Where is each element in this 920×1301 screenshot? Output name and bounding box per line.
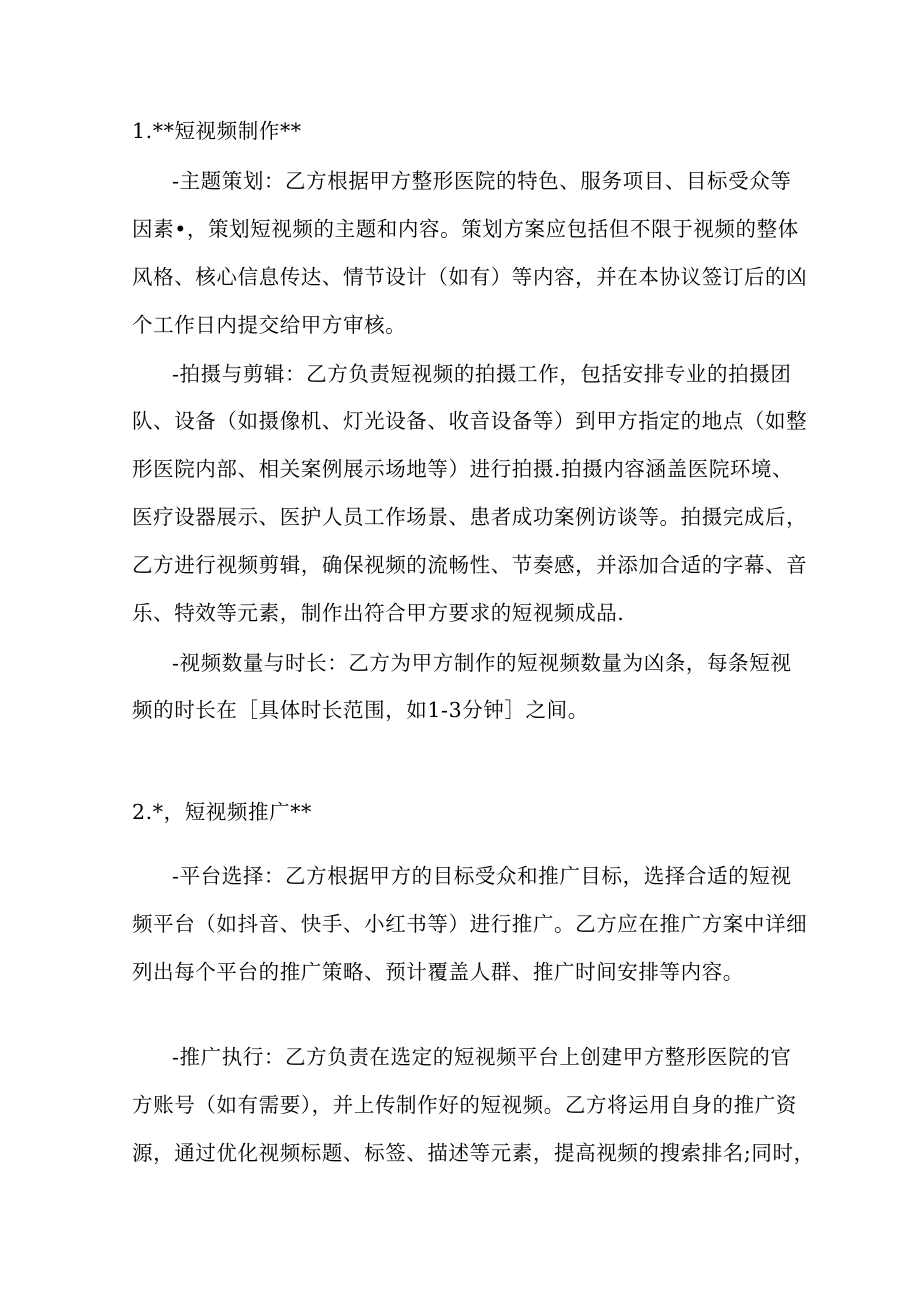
section-2-heading: 2.*，短视频推广** [132, 800, 312, 824]
paragraph-1-line-2: 因素•，策划短视频的主题和内容。策划方案应包括但不限于视频的整体 [132, 217, 799, 241]
paragraph-3-line-2: 频的时长在［具体时长范围，如1-3分钟］之间。 [132, 698, 589, 722]
paragraph-5-line-2: 方账号（如有需要），并上传制作好的短视频。乙方将运用自身的推广资 [132, 1093, 797, 1117]
paragraph-1-line-1: -主题策划：乙方根据甲方整形医院的特色、服务项目、目标受众等 [172, 169, 792, 193]
paragraph-2-line-3: 形医院内部、相关案例展示场地等）进行拍摄.拍摄内容涵盖医院环境、 [132, 457, 794, 481]
paragraph-2-line-6: 乐、特效等元素，制作出符合甲方要求的短视频成品. [132, 601, 625, 625]
paragraph-2-line-5: 乙方进行视频剪辑，确保视频的流畅性、节奏感，并添加合适的字幕、音 [132, 553, 808, 577]
paragraph-1-line-3: 风格、核心信息传达、情节设计（如有）等内容，并在本协议签订后的凶 [132, 265, 808, 289]
section-1-heading: 1.**短视频制作** [132, 119, 302, 143]
paragraph-5-line-3: 源，通过优化视频标题、标签、描述等元素，提高视频的搜索排名;同时， [132, 1141, 815, 1165]
paragraph-4-line-3: 列出每个平台的推广策略、预计覆盖人群、推广时间安排等内容。 [132, 960, 744, 984]
paragraph-5-line-1: -推广执行：乙方负责在选定的短视频平台上创建甲方整形医院的官 [172, 1045, 792, 1069]
paragraph-3-line-1: -视频数量与时长：乙方为甲方制作的短视频数量为凶条，每条短视 [172, 651, 792, 675]
paragraph-2-line-2: 队、设备（如摄像机、灯光设备、收音设备等）到甲方指定的地点（如整 [132, 409, 808, 433]
paragraph-4-line-2: 频平台（如抖音、快手、小红书等）进行推广。乙方应在推广方案中详细 [132, 912, 808, 936]
paragraph-1-line-4: 个工作日内提交给甲方审核。 [132, 313, 407, 337]
paragraph-4-line-1: -平台选择：乙方根据甲方的目标受众和推广目标，选择合适的短视 [172, 864, 792, 888]
paragraph-2-line-4: 医疗设器展示、医护人员工作场景、患者成功案例访谈等。拍摄完成后， [132, 505, 808, 529]
paragraph-2-line-1: -拍摄与剪辑：乙方负责短视频的拍摄工作，包括安排专业的拍摄团 [172, 362, 792, 386]
